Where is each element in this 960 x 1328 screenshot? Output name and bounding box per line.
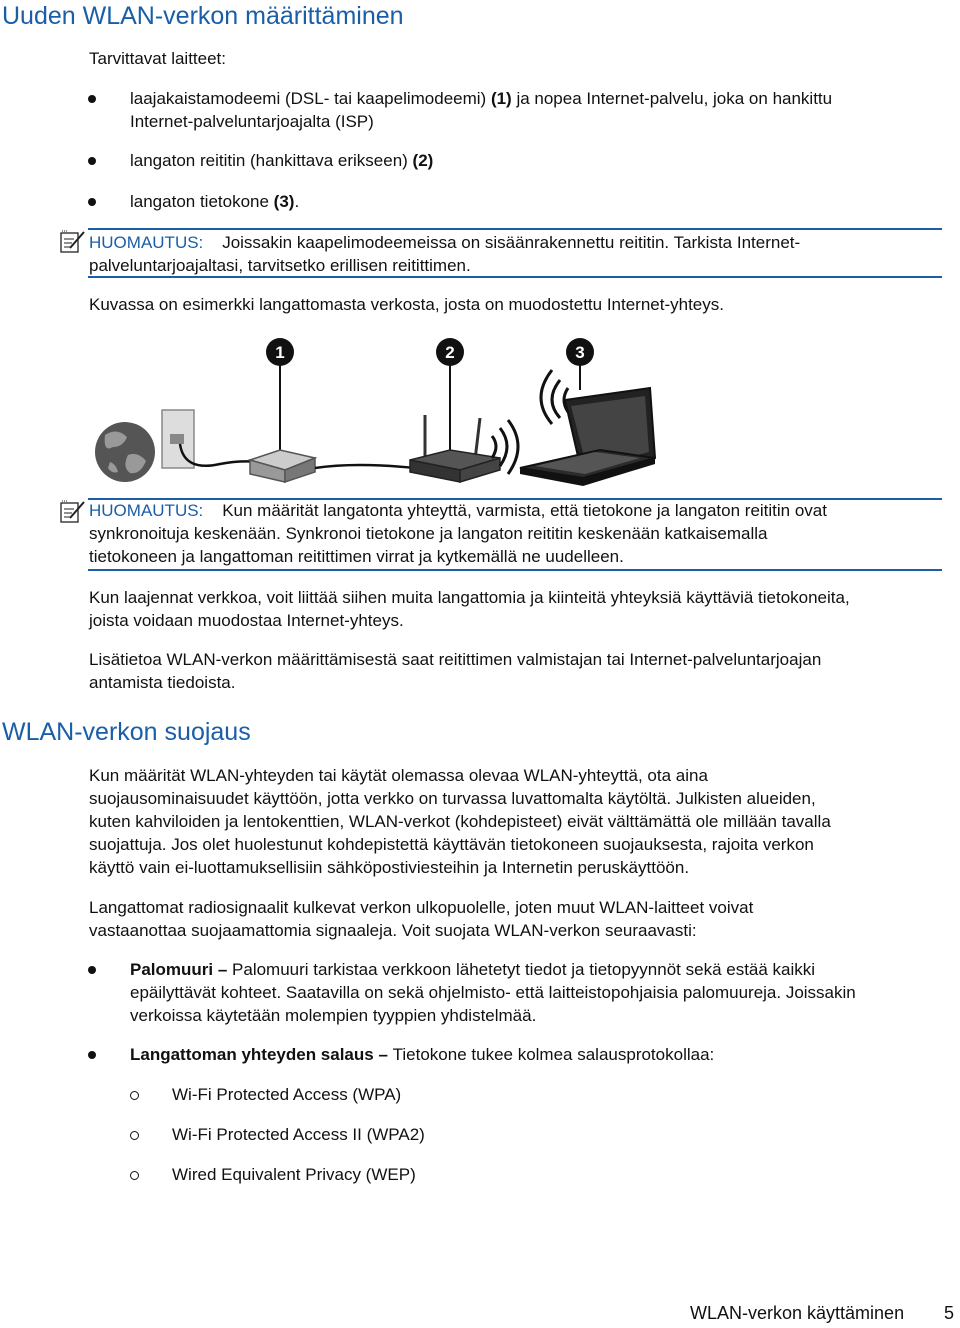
list-item-text: langaton reititin (hankittava erikseen): [130, 151, 408, 170]
bullet: [88, 1051, 96, 1059]
term: Langattoman yhteyden salaus: [130, 1045, 374, 1064]
note-text: Kun määrität langatonta yhteyttä, varmista, että tietokone ja langaton reititin ovat: [222, 501, 827, 520]
bullet: [88, 157, 96, 165]
footer-section-title: WLAN-verkon käyttäminen: [690, 1303, 905, 1323]
callout-ref: (3): [268, 192, 295, 211]
term-dash: –: [213, 960, 233, 979]
note-1: [89, 231, 800, 277]
bullet: [88, 198, 96, 206]
list-item-text: Internet-palveluntarjoajalta (ISP): [130, 112, 374, 131]
list-item-firewall: [130, 958, 856, 1027]
cable: [315, 465, 415, 468]
page-number: 5: [944, 1303, 955, 1323]
note-bottom-rule: [88, 276, 942, 278]
paragraph: [89, 586, 850, 632]
bullet: [88, 966, 96, 974]
callout-number: 3: [575, 343, 585, 362]
list-item-text: Tietokone tukee kolmea salausprotokollaa:: [392, 1045, 715, 1064]
required-label: Tarvittavat laitteet:: [89, 49, 227, 68]
note-2: [89, 499, 827, 568]
callout-ref: (1): [486, 89, 512, 108]
figure-caption: Kuvassa on esimerkki langattomasta verkosta, josta on muodostettu Internet-yhteys.: [89, 295, 724, 314]
wall-jack-icon: [162, 410, 194, 468]
sublist-item: Wired Equivalent Privacy (WEP): [172, 1165, 416, 1184]
wifi-signal-icon: [541, 370, 568, 424]
paragraph: [89, 764, 831, 879]
note-pencil-icon: [60, 500, 86, 524]
modem-icon: [250, 450, 315, 482]
callout-2: [436, 338, 464, 366]
router-icon: [410, 415, 500, 482]
section-heading: WLAN-verkon suojaus: [2, 718, 251, 746]
callout-number: 1: [275, 343, 285, 362]
callout-1: [266, 338, 294, 366]
network-figure: [90, 330, 670, 500]
note-pencil-icon: [60, 230, 86, 254]
note-text: palveluntarjoajaltasi, tarvitsetko erillisen reitittimen.: [89, 256, 471, 275]
note-text: Joissakin kaapelimodeemeissa on sisäänrakennettu reititin. Tarkista Internet-: [222, 233, 801, 252]
callout-3: [566, 338, 594, 366]
sublist-item: Wi-Fi Protected Access II (WPA2): [172, 1125, 425, 1144]
paragraph-line: Lisätietoa WLAN-verkon määrittämisestä saat reitittimen valmistajan tai Internet-palveluntarjoajan: [89, 650, 822, 669]
callout-number: 2: [445, 343, 455, 362]
sub-bullet: [130, 1131, 139, 1140]
paragraph: [89, 648, 821, 694]
paragraph-line: Kun laajennat verkkoa, voit liittää siihen muita langattomia ja kiinteitä yhteyksiä käyttäviä tietokoneita,: [89, 588, 850, 607]
term: Palomuuri: [130, 960, 214, 979]
callout-ref: (2): [407, 151, 434, 170]
paragraph-line: Kun määrität WLAN-yhteyden tai käytät olemassa olevaa WLAN-yhteyttä, ota aina: [89, 766, 708, 785]
note-label: HUOMAUTUS:: [89, 501, 204, 520]
list-item-text: verkoissa käytetään molempien tyyppien yhdistelmää.: [130, 1006, 537, 1025]
list-item: [130, 149, 433, 172]
list-item-text: langaton tietokone: [130, 192, 269, 211]
paragraph-line: joista voidaan muodostaa Internet-yhteys.: [89, 611, 404, 630]
list-item-text: epäilyttävät kohteet. Saatavilla on sekä ohjelmisto- että laitteistopohjaisia palomuureja. Joissakin: [130, 983, 856, 1002]
note-bottom-rule: [88, 569, 942, 571]
paragraph: [89, 896, 753, 942]
paragraph-line: käyttö vain ei-luottamuksellisiin sähköpostiviesteihin ja Internetin peruskäyttöön.: [89, 858, 690, 877]
list-item-text: ja nopea Internet-palvelu, joka on hankittu: [511, 89, 833, 108]
list-item-text: .: [294, 192, 300, 211]
paragraph-line: kuten kahviloiden ja lentokenttien, WLAN-verkot (kohdepisteet) eivät välttämättä ole millään tavalla: [89, 812, 831, 831]
note-text: tietokoneen ja langattoman reitittimen virrat ja kytkemällä ne uudelleen.: [89, 547, 624, 566]
term-dash: –: [373, 1045, 393, 1064]
sublist-item: Wi-Fi Protected Access (WPA): [172, 1085, 402, 1104]
list-item: [130, 87, 832, 133]
bullet: [88, 95, 96, 103]
note-text: synkronoituja keskenään. Synkronoi tietokone ja langaton reititin keskenään katkaisemalla: [89, 524, 768, 543]
list-item-encryption: [130, 1043, 714, 1066]
globe-icon: [95, 422, 155, 482]
paragraph-line: Langattomat radiosignaalit kulkevat verkon ulkopuolelle, joten muut WLAN-laitteet voivat: [89, 898, 754, 917]
paragraph-line: suojausominaisuudet käyttöön, jotta verkko on turvassa luvattomalta käytöltä. Julkisten alueiden,: [89, 789, 816, 808]
list-item: [130, 190, 299, 213]
sub-bullet: [130, 1171, 139, 1180]
note-top-rule: [88, 228, 942, 230]
list-item-text: laajakaistamodeemi (DSL- tai kaapelimodeemi): [130, 89, 487, 108]
paragraph-line: antamista tiedoista.: [89, 673, 236, 692]
page-title: Uuden WLAN-verkon määrittäminen: [2, 2, 404, 30]
paragraph-line: vastaanottaa suojaamattomia signaaleja. Voit suojata WLAN-verkon seuraavasti:: [89, 921, 697, 940]
sub-bullet: [130, 1091, 139, 1100]
list-item-text: Palomuuri tarkistaa verkkoon lähetetyt tiedot ja tietopyynnöt sekä estää kaikki: [232, 960, 816, 979]
note-label: HUOMAUTUS:: [89, 233, 204, 252]
paragraph-line: suojattuja. Jos olet huolestunut kohdepistettä käyttävän tietokoneen suojauksesta, rajoita verkon: [89, 835, 814, 854]
